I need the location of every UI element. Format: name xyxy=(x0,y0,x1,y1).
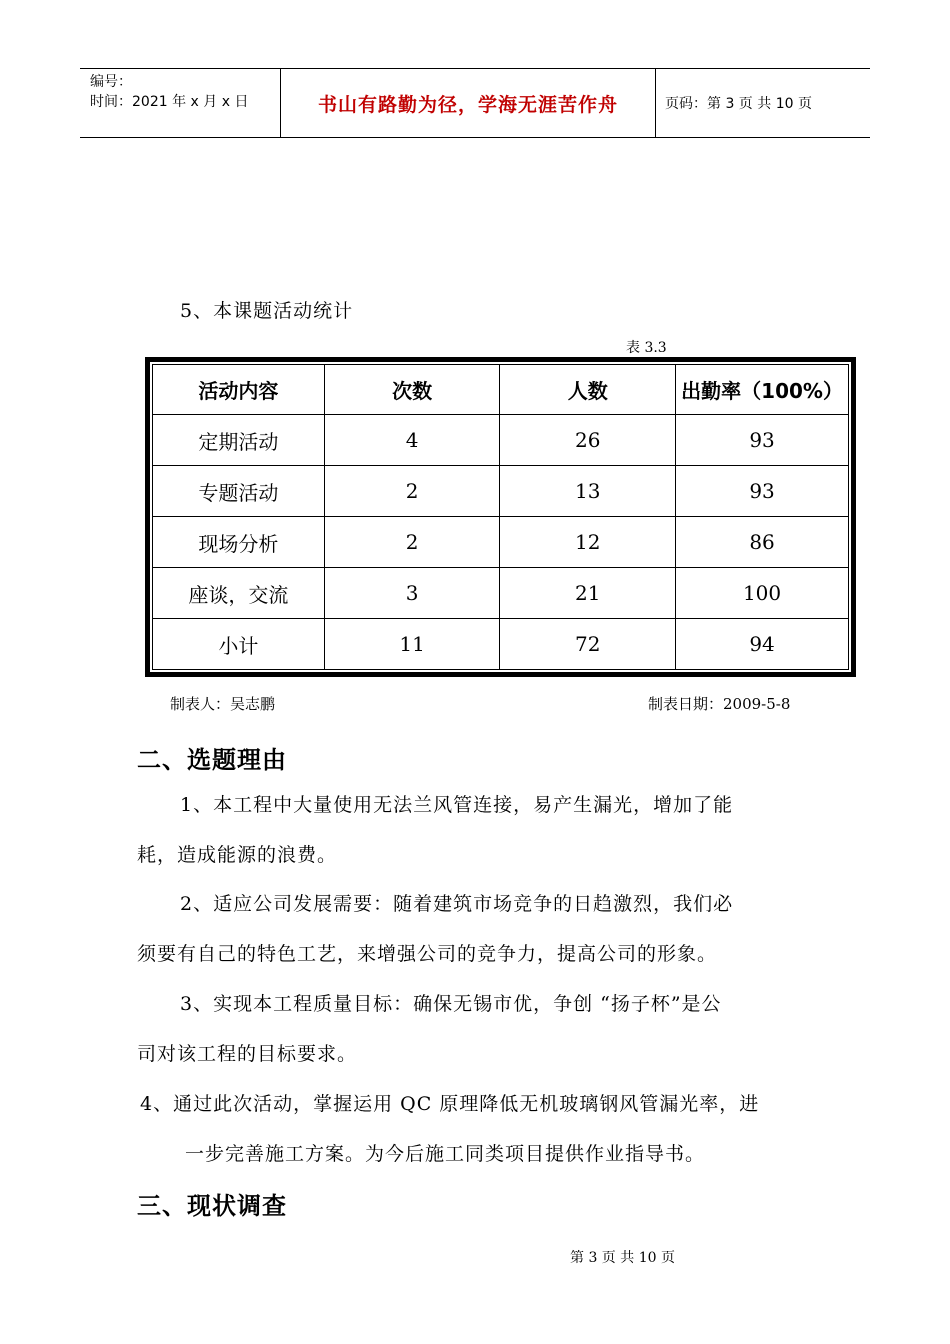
table-cell: 94 xyxy=(676,619,849,670)
section5-title: 5、本课题活动统计 xyxy=(180,300,354,322)
table-cell: 93 xyxy=(676,415,849,466)
table-cell: 2 xyxy=(324,466,500,517)
table-cell: 小计 xyxy=(153,619,325,670)
header-motto-cell xyxy=(280,69,656,137)
paragraph-line: 1、本工程中大量使用无法兰风管连接，易产生漏光，增加了能 xyxy=(180,794,734,816)
table-cell: 3 xyxy=(324,568,500,619)
paragraph-line: 司对该工程的目标要求。 xyxy=(137,1043,358,1065)
paragraph-line: 2、适应公司发展需要：随着建筑市场竞争的日趋激烈，我们必 xyxy=(180,893,734,915)
header-cell: 人数 xyxy=(500,365,676,415)
paragraph-line: 耗，造成能源的浪费。 xyxy=(137,844,338,866)
table-row xyxy=(153,517,849,568)
table-row xyxy=(153,466,849,517)
header-cell: 出勤率（100%） xyxy=(676,365,849,415)
number-label: 编号： xyxy=(90,74,132,90)
paragraph-line: 一步完善施工方案。为今后施工同类项目提供作业指导书。 xyxy=(185,1143,706,1165)
header-page-cell xyxy=(655,69,870,137)
table-header-row xyxy=(153,365,849,415)
table-cell: 11 xyxy=(324,619,500,670)
table-row xyxy=(153,619,849,670)
table-cell: 72 xyxy=(500,619,676,670)
activity-table xyxy=(152,364,849,670)
header-cell: 活动内容 xyxy=(153,365,325,415)
table-cell: 21 xyxy=(500,568,676,619)
table-cell: 12 xyxy=(500,517,676,568)
table-cell: 93 xyxy=(676,466,849,517)
table-cell: 13 xyxy=(500,466,676,517)
motto: 书山有路勤为径，学海无涯苦作舟 xyxy=(317,93,618,116)
page-header xyxy=(80,68,870,138)
table-cell: 2 xyxy=(324,517,500,568)
table-row xyxy=(153,568,849,619)
table-cell: 现场分析 xyxy=(153,517,325,568)
header-cell: 次数 xyxy=(324,365,500,415)
table-row xyxy=(153,415,849,466)
date-label: 时间：2021 年 x 月 x 日 xyxy=(90,94,249,110)
table-cell: 4 xyxy=(324,415,500,466)
header-meta xyxy=(80,69,280,137)
page-code: 页码：第 3 页 共 10 页 xyxy=(665,96,812,112)
table-cell: 86 xyxy=(676,517,849,568)
section3-heading: 三、现状调查 xyxy=(137,1192,287,1220)
section2-heading: 二、选题理由 xyxy=(137,746,287,774)
table-cell: 专题活动 xyxy=(153,466,325,517)
paragraph-line: 须要有自己的特色工艺，来增强公司的竞争力，提高公司的形象。 xyxy=(137,943,718,965)
table-cell: 26 xyxy=(500,415,676,466)
table-maker: 制表人：吴志鹏 xyxy=(170,695,276,713)
table-date: 制表日期：2009-5-8 xyxy=(648,695,791,713)
page-footer: 第 3 页 共 10 页 xyxy=(570,1250,675,1266)
paragraph-line: 4、通过此次活动，掌握运用 QC 原理降低无机玻璃钢风管漏光率，进 xyxy=(140,1093,760,1115)
table-cell: 100 xyxy=(676,568,849,619)
paragraph-line: 3、实现本工程质量目标：确保无锡市优，争创 “扬子杯”是公 xyxy=(180,993,722,1015)
activity-table-frame xyxy=(145,357,856,677)
table-cell: 定期活动 xyxy=(153,415,325,466)
table-cell: 座谈，交流 xyxy=(153,568,325,619)
table-number: 表 3.3 xyxy=(626,340,667,356)
